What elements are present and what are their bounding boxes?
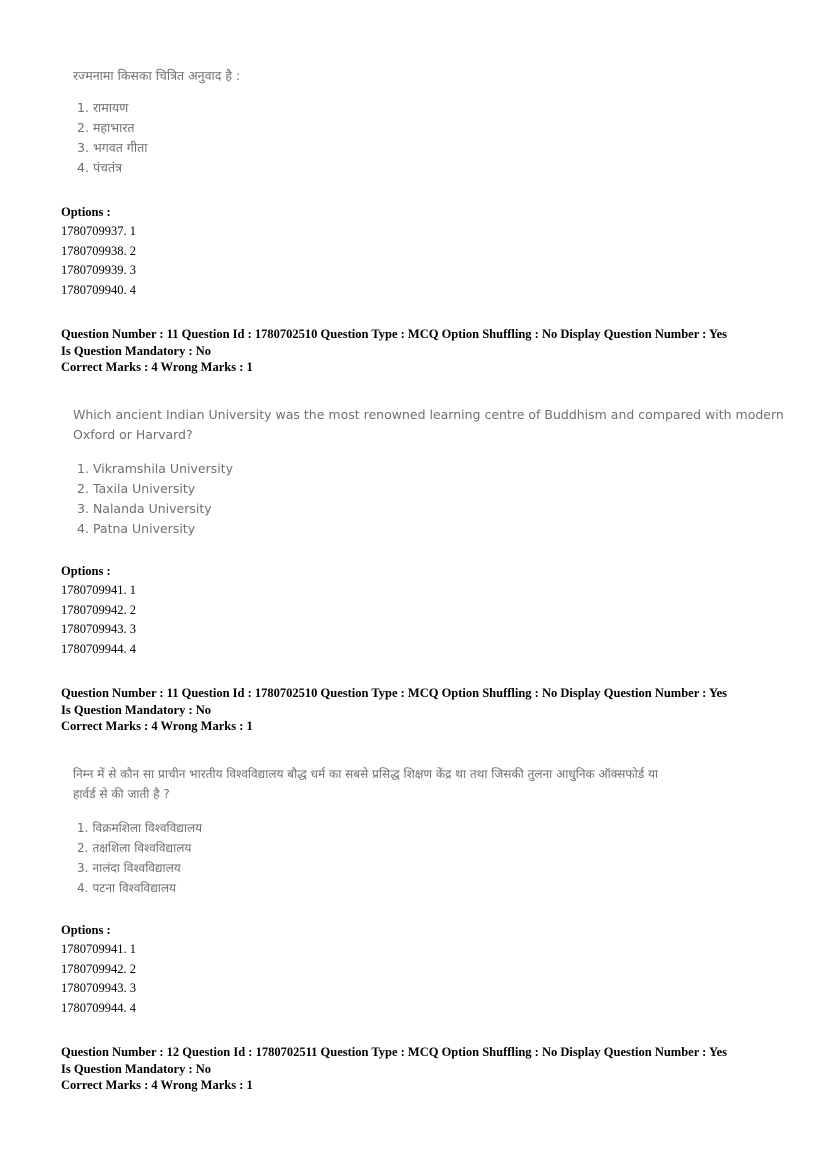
choice-item xyxy=(73,118,240,138)
option-row: 1780709942. 2 xyxy=(61,602,136,617)
choice-number: 1. xyxy=(77,821,89,835)
question-text: रज्मनामा किसका चित्रित अनुवाद है : xyxy=(73,68,241,83)
choice-item xyxy=(73,878,658,898)
mandatory-line: Is Question Mandatory : No xyxy=(61,1061,212,1076)
choice-number: 3. xyxy=(77,501,89,516)
choice-item xyxy=(73,98,240,118)
mandatory-line: Is Question Mandatory : No xyxy=(61,343,212,358)
option-row: 1780709943. 3 xyxy=(61,981,136,995)
option-row: 1780709937. 1 xyxy=(61,224,136,238)
question-text xyxy=(73,764,658,804)
choice-label: पंचतंत्र xyxy=(92,160,123,175)
choice-item xyxy=(73,459,784,479)
question-text-line: Which ancient Indian University was the most renowned learning centre of Buddhism and compared with modern xyxy=(73,407,784,422)
choice-label: विक्रमशिला विश्वविद्यालय xyxy=(92,821,203,835)
question-text-line: निम्न में से कौन सा प्राचीन भारतीय विश्वविद्यालय बौद्ध धर्म का सबसे प्रसिद्ध शिक्षण केंद्र था तथा जिसकी तुलना आधुनिक ऑक्सफोर्ड या xyxy=(73,767,659,781)
marks-line: Correct Marks : 4 Wrong Marks : 1 xyxy=(61,719,253,733)
question-image-11-en xyxy=(73,405,784,539)
choice-number: 4. xyxy=(77,881,89,895)
choice-label: नालंदा विश्वविद्यालय xyxy=(92,861,181,875)
question-header-line: Question Number : 11 Question Id : 1780702510 Question Type : MCQ Option Shuffling : No Display Question Number : Yes xyxy=(61,327,728,341)
choice-number: 1. xyxy=(77,461,89,476)
question-text xyxy=(73,405,784,445)
choice-item xyxy=(73,479,784,499)
choice-item xyxy=(73,158,240,178)
question-meta xyxy=(61,1044,727,1094)
question-header-line: Question Number : 12 Question Id : 1780702511 Question Type : MCQ Option Shuffling : No Display Question Number : Yes xyxy=(61,1045,728,1059)
option-row: 1780709941. 1 xyxy=(61,942,136,956)
choice-label: महाभारत xyxy=(92,120,135,135)
choice-list xyxy=(73,818,658,898)
choice-label: Taxila University xyxy=(92,481,196,496)
choice-item xyxy=(73,138,240,158)
option-row: 1780709940. 4 xyxy=(61,282,136,297)
choice-list xyxy=(73,98,240,178)
marks-line: Correct Marks : 4 Wrong Marks : 1 xyxy=(61,360,253,374)
options-block xyxy=(61,203,136,300)
choice-number: 2. xyxy=(77,120,89,135)
choice-label: Nalanda University xyxy=(92,501,212,516)
option-row: 1780709944. 4 xyxy=(61,1000,136,1015)
option-row: 1780709941. 1 xyxy=(61,583,136,597)
choice-item xyxy=(73,499,784,519)
options-heading: Options : xyxy=(61,923,111,937)
choice-number: 4. xyxy=(77,521,89,536)
question-text-line: हार्वर्ड से की जाती है ? xyxy=(73,787,170,801)
options-heading: Options : xyxy=(61,205,111,219)
choice-number: 2. xyxy=(77,481,89,496)
options-block xyxy=(61,562,136,659)
choice-label: रामायण xyxy=(92,100,129,115)
option-row: 1780709942. 2 xyxy=(61,961,136,976)
choice-item xyxy=(73,838,658,858)
choice-number: 2. xyxy=(77,841,89,855)
choice-label: पटना विश्वविद्यालय xyxy=(92,881,176,895)
choice-label: तक्षशिला विश्वविद्यालय xyxy=(92,841,192,855)
option-row: 1780709939. 3 xyxy=(61,263,136,277)
choice-number: 3. xyxy=(77,140,89,155)
question-text-line: Oxford or Harvard? xyxy=(73,427,193,442)
question-header-line: Question Number : 11 Question Id : 1780702510 Question Type : MCQ Option Shuffling : No Display Question Number : Yes xyxy=(61,686,728,700)
option-row: 1780709943. 3 xyxy=(61,622,136,636)
option-row: 1780709944. 4 xyxy=(61,641,136,656)
mandatory-line: Is Question Mandatory : No xyxy=(61,702,212,717)
question-image-top xyxy=(73,66,240,178)
marks-line: Correct Marks : 4 Wrong Marks : 1 xyxy=(61,1078,253,1092)
choice-item xyxy=(73,818,658,838)
options-heading: Options : xyxy=(61,564,111,578)
choice-number: 4. xyxy=(77,160,89,175)
choice-list xyxy=(73,459,784,539)
choice-label: भगवत गीता xyxy=(92,140,148,155)
options-block xyxy=(61,921,136,1018)
question-image-11-hi xyxy=(73,764,658,898)
question-meta xyxy=(61,326,727,376)
choice-label: Patna University xyxy=(92,521,196,536)
choice-number: 1. xyxy=(77,100,89,115)
choice-item xyxy=(73,519,784,539)
choice-label: Vikramshila University xyxy=(92,461,233,476)
choice-item xyxy=(73,858,658,878)
option-row: 1780709938. 2 xyxy=(61,243,136,258)
choice-number: 3. xyxy=(77,861,89,875)
question-meta xyxy=(61,685,727,735)
